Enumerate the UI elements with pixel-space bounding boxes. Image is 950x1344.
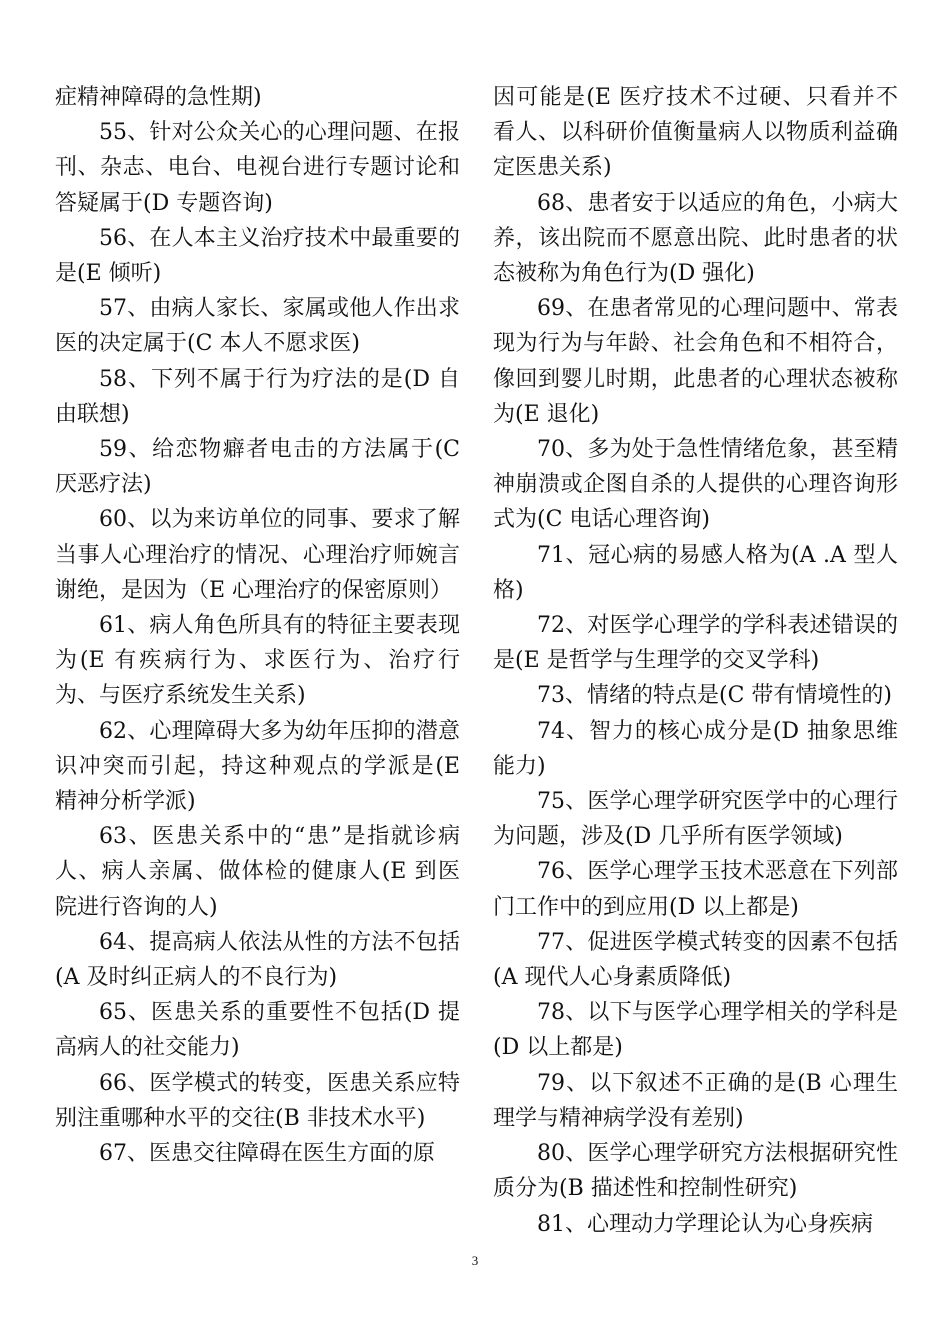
right-column <box>493 80 898 1242</box>
question-paragraph: 60、以为来访单位的同事、要求了解当事人心理治疗的情况、心理治疗师婉言谢绝，是因为（E 心理治疗的保密原则） <box>55 507 460 603</box>
question-paragraph: 79、以下叙述不正确的是(B 心理生理学与精神病学没有差别) <box>493 1070 898 1131</box>
question-paragraph: 65、医患关系的重要性不包括(D 提高病人的社交能力) <box>55 1000 460 1061</box>
question-paragraph: 78、以下与医学心理学相关的学科是(D 以上都是) <box>493 1000 898 1061</box>
question-paragraph: 71、冠心病的易感人格为(A .A 型人格) <box>493 542 898 603</box>
question-paragraph: 73、情绪的特点是(C 带有情境性的) <box>537 683 892 709</box>
question-paragraph: 61、病人角色所具有的特征主要表现为(E 有疾病行为、求医行为、治疗行为、与医疗系统发生关系) <box>55 613 460 709</box>
question-paragraph: 68、患者安于以适应的角色，小病大养，该出院而不愿意出院、此时患者的状态被称为角色行为(D 强化) <box>493 190 898 287</box>
question-paragraph: 因可能是(E 医疗技术不过硬、只看并不看人、以科研价值衡量病人以物质利益确定医患关系) <box>493 85 898 181</box>
question-paragraph: 症精神障碍的急性期) <box>55 85 262 110</box>
question-paragraph: 67、医患交往障碍在医生方面的原 <box>99 1141 435 1167</box>
left-column <box>55 80 460 1171</box>
page-number: 3 <box>471 1253 479 1268</box>
question-paragraph: 64、提高病人依法从性的方法不包括(A 及时纠正病人的不良行为) <box>55 929 460 991</box>
question-paragraph: 58、下列不属于行为疗法的是(D 自由联想) <box>55 366 460 427</box>
question-paragraph: 62、心理障碍大多为幼年压抑的潜意识冲突而引起，持这种观点的学派是(E 精神分析学派) <box>55 718 460 815</box>
question-paragraph: 57、由病人家长、家属或他人作出求医的决定属于(C 本人不愿求医) <box>55 296 460 357</box>
question-paragraph: 77、促进医学模式转变的因素不包括(A 现代人心身素质降低) <box>493 929 898 991</box>
question-paragraph: 80、医学心理学研究方法根据研究性质分为(B 描述性和控制性研究) <box>493 1141 898 1202</box>
question-paragraph: 74、智力的核心成分是(D 抽象思维能力) <box>493 718 898 779</box>
question-paragraph: 76、医学心理学玉技术恶意在下列部门工作中的到应用(D 以上都是) <box>493 859 898 920</box>
question-paragraph: 56、在人本主义治疗技术中最重要的是(E 倾听) <box>55 225 460 287</box>
question-paragraph: 66、医学模式的转变，医患关系应特别注重哪种水平的交往(B 非技术水平) <box>55 1070 460 1131</box>
question-paragraph: 69、在患者常见的心理问题中、常表现为行为与年龄、社会角色和不相符合，像回到婴儿时期，此患者的心理状态被称为(E 退化) <box>493 296 898 427</box>
question-paragraph: 75、医学心理学研究医学中的心理行为问题，涉及(D 几乎所有医学领域) <box>493 789 898 850</box>
question-paragraph: 70、多为处于急性情绪危象，甚至精神崩溃或企图自杀的人提供的心理咨询形式为(C 电话心理咨询) <box>493 437 898 533</box>
question-paragraph: 72、对医学心理学的学科表述错误的是(E 是哲学与生理学的交叉学科) <box>493 613 898 674</box>
question-paragraph: 55、针对公众关心的心理问题、在报刊、杂志、电台、电视台进行专题讨论和答疑属于(D 专题咨询) <box>55 120 460 216</box>
question-paragraph: 81、心理动力学理论认为心身疾病 <box>537 1211 873 1237</box>
question-paragraph: 63、医患关系中的“患”是指就诊病人、病人亲属、做体检的健康人(E 到医院进行咨询的人) <box>55 824 460 920</box>
question-paragraph: 59、给恋物癖者电击的方法属于(C 厌恶疗法) <box>55 437 460 498</box>
